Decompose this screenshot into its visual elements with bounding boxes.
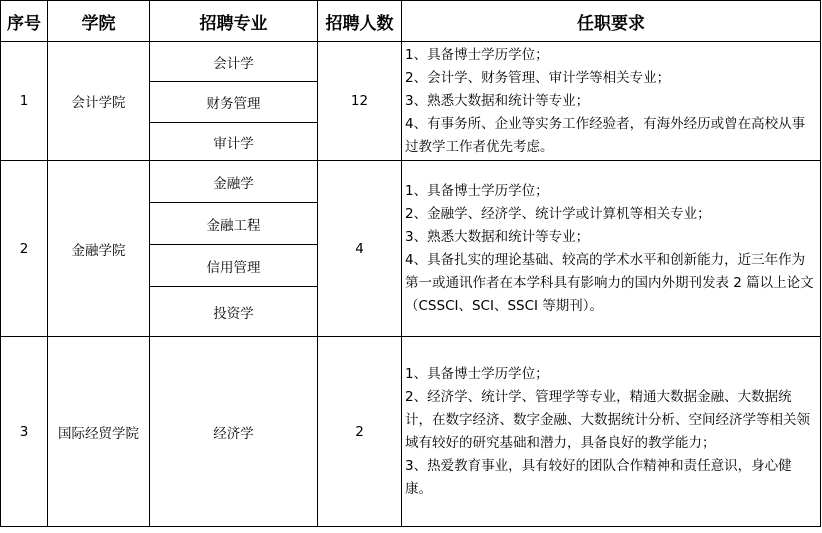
row-count: 2 — [318, 337, 402, 527]
row-major: 投资学 — [150, 287, 318, 337]
row-major: 财务管理 — [150, 82, 318, 123]
row-major: 金融工程 — [150, 203, 318, 245]
row-count: 12 — [318, 42, 402, 161]
header-requirements: 任职要求 — [402, 1, 821, 42]
table-row — [1, 337, 821, 527]
row-major: 会计学 — [150, 42, 318, 82]
table-row — [1, 161, 821, 203]
requirement-item: 1、具备博士学历学位； — [405, 365, 549, 382]
requirement-item: 4、具备扎实的理论基础、较高的学术水平和创新能力，近三年作为第一或通讯作者在本学科具有影响力的国内外期刊发表 2 篇以上论文（CSSCI、SCI、SSCI 等期刊）。 — [405, 251, 814, 314]
requirement-item: 3、热爱教育事业，具有较好的团队合作精神和责任意识，身心健康。 — [405, 457, 792, 497]
header-no: 序号 — [1, 1, 48, 42]
row-requirements — [402, 161, 821, 337]
row-major: 金融学 — [150, 161, 318, 203]
row-no: 3 — [1, 337, 48, 527]
row-college: 国际经贸学院 — [48, 337, 150, 527]
row-no: 2 — [1, 161, 48, 337]
row-college: 金融学院 — [48, 161, 150, 337]
requirement-item: 1、具备博士学历学位； — [405, 182, 549, 199]
requirement-item: 3、熟悉大数据和统计等专业； — [405, 228, 590, 245]
requirement-item: 2、经济学、统计学、管理学等专业，精通大数据金融、大数据统计，在数字经济、数字金融、大数据统计分析、空间经济学等相关领域有较好的研究基础和潜力，具备良好的教学能力； — [405, 388, 810, 451]
row-requirements — [402, 337, 821, 527]
header-row — [1, 1, 821, 42]
row-major: 经济学 — [150, 337, 318, 527]
header-college: 学院 — [48, 1, 150, 42]
requirement-item: 4、有事务所、企业等实务工作经验者，有海外经历或曾在高校从事过教学工作者优先考虑。 — [405, 115, 806, 155]
requirement-item: 3、熟悉大数据和统计等专业； — [405, 92, 590, 109]
row-count: 4 — [318, 161, 402, 337]
row-no: 1 — [1, 42, 48, 161]
row-major: 审计学 — [150, 123, 318, 161]
requirement-item: 1、具备博士学历学位； — [405, 46, 549, 63]
requirement-item: 2、会计学、财务管理、审计学等相关专业； — [405, 69, 671, 86]
requirement-item: 2、金融学、经济学、统计学或计算机等相关专业； — [405, 205, 711, 222]
row-college: 会计学院 — [48, 42, 150, 161]
row-requirements — [402, 42, 821, 161]
row-major: 信用管理 — [150, 245, 318, 287]
table-row — [1, 42, 821, 82]
header-count: 招聘人数 — [318, 1, 402, 42]
header-major: 招聘专业 — [150, 1, 318, 42]
